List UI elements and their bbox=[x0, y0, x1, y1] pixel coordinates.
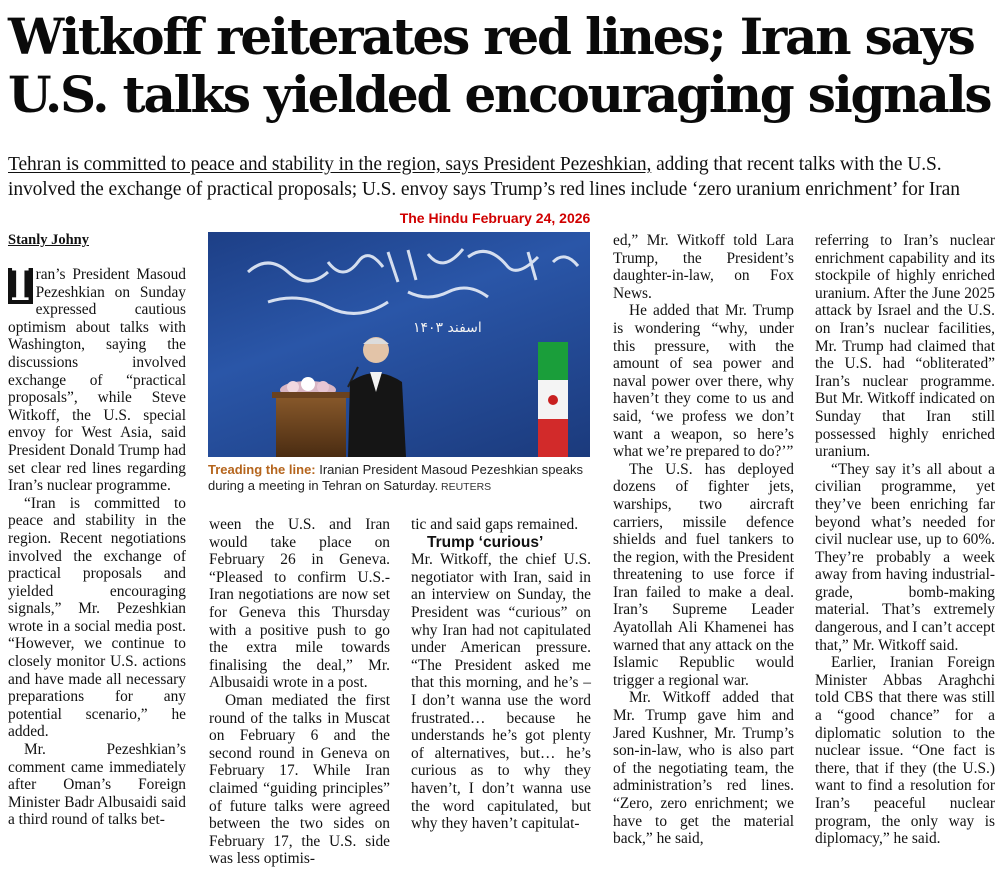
caption-label: Treading the line: bbox=[208, 462, 316, 477]
article-paragraph: “Iran is committed to peace and stability in the region. Recent negotiations involved the exchange of practical proposals and yielded encouraging signals,” Mr. Pezeshkian wrote in a social media post. “However, we continue to closely monitor U.S. actions and have made all necessary preparations for any potential scenario,” he added. bbox=[8, 494, 186, 741]
article-paragraph: referring to Iran’s nuclear enrichment capability and its stockpile of highly enriched uranium. After the June 2025 attack by Israel and the U.S. on Iran’s nuclear facilities, Mr. Trump had claimed that the U.S. had “obliterated” Iran’s nuclear programme. But Mr. Witkoff indicated on Sunday that Iran still possessed highly enriched uranium. bbox=[815, 232, 995, 461]
article-paragraph: tic and said gaps remained. bbox=[411, 516, 579, 533]
photo-caption bbox=[208, 462, 590, 495]
paper-date-label: The Hindu February 24, 2026 bbox=[399, 210, 591, 226]
article-paragraph: Oman mediated the first round of the talks in Muscat on February 6 and the second round in Geneva on February 17. While Iran claimed “guiding principles” of future talks were agreed between the two sides on February 17, the U.S. side was less optimis- bbox=[209, 691, 390, 868]
article-paragraph: “They say it’s all about a civilian programme, yet they’ve been enriching far beyond what’s needed for civil nuclear use, up to 60%. They’re probably a week away from having industrial-grade, bomb-making material. That’s extremely dangerous, and I can’t accept that,” Mr. Witkoff said. bbox=[815, 460, 995, 654]
podium bbox=[276, 394, 346, 457]
speaker-figure bbox=[348, 337, 406, 457]
article-column-5 bbox=[815, 232, 995, 848]
article-column-2 bbox=[209, 516, 390, 868]
article-column-4 bbox=[613, 232, 794, 848]
byline: Stanly Johny bbox=[8, 232, 89, 248]
section-subhead: Trump ‘curious’ bbox=[427, 533, 544, 551]
article-paragraph: The U.S. has deployed dozens of fighter jets, warships, two aircraft carriers, missile defence shields and fuel tankers to the region, with the President threatening to use force if Iran failed to make a deal. Iran’s Supreme Leader Ayatollah Ali Khamenei has warned that any attack on the Islamic Republic would trigger a regional war. bbox=[613, 460, 794, 689]
article-paragraph: Earlier, Iranian Foreign Minister Abbas Araghchi told CBS that there was still a “good chance” for a diplomatic solution to the nuclear issue. “One fact is there, that if they (the U.S.) want to find a resolution for Iran’s peaceful nuclear program, the only way is diplomacy,” he said. bbox=[815, 654, 995, 848]
article-column-1 bbox=[8, 260, 186, 829]
calligraphy-banner bbox=[248, 249, 578, 313]
article-paragraph: He added that Mr. Trump is wondering “why, under this pressure, with the amount of sea power and naval power over there, why haven’t they come to us and said, ‘we profess we don’t want a weapon, so here’s what we’re prepared to do?’” bbox=[613, 302, 794, 461]
article-paragraph: Mr. Witkoff added that Mr. Trump gave him and Jared Kushner, Mr. Trump’s son-in-law, who is also part of the negotiating team, the administration’s red lines. “Zero, zero enrichment; we have to get the material back,” he said, bbox=[613, 689, 794, 848]
article-column-3 bbox=[411, 516, 591, 833]
photo-credit: REUTERS bbox=[438, 481, 492, 493]
article-paragraph: ween the U.S. and Iran would take place on February 26 in Geneva. “Pleased to confirm U.S.-Iran negotiations are now set for Geneva this Thursday with a positive push to go the extra mile towards finalising the deal,” Mr. Albusaidi wrote in a post. bbox=[209, 516, 390, 692]
article-photo bbox=[208, 232, 590, 457]
article-paragraph: Mr. Witkoff, the chief U.S. negotiator with Iran, said in an interview on Sunday, the President was “curious” on why Iran had not capitulated under American pressure. “The President asked me that this morning, and he’s – I don’t wanna use the word frustrated… because he understands he’s got plenty of alternatives, but… he’s curious as to why they haven’t, I don’t wanna use the word capitulated, but why they haven’t capitulat- bbox=[411, 551, 591, 833]
deck-rest: adding that recent talks with the U.S. involved the exchange of practical proposals; U.S. envoy says Trump’s red lines include ‘zero uranium enrichment’ for Iran bbox=[8, 154, 960, 200]
article-paragraph: I ran’s President Masoud Pezeshkian on Sunday expressed cautious optimism about talks with Washington, saying the discussions involved exchange of “practical proposals”, while Steve Witkoff, the U.S. special envoy for West Asia, said President Donald Trump had set clear red lines regarding Iran’s nuclear programme. bbox=[8, 260, 186, 495]
article-paragraph: ed,” Mr. Witkoff told Lara Trump, the President’s daughter-in-law, on Fox News. bbox=[613, 232, 794, 302]
deck-subheadline bbox=[8, 152, 993, 202]
drop-cap: I bbox=[10, 260, 31, 311]
article-paragraph: Mr. Pezeshkian’s comment came immediately after Oman’s Foreign Minister Badr Albusaidi said a third round of talks bet- bbox=[8, 741, 186, 829]
banner-date-text: اسفند ۱۴۰۳ bbox=[413, 320, 482, 336]
photo-illustration bbox=[208, 232, 590, 457]
headline: Witkoff reiterates red lines; Iran says U.S. talks yielded encouraging signals bbox=[8, 7, 991, 124]
caption-text: Iranian President Masoud Pezeshkian speaks during a meeting in Tehran on Saturday. bbox=[208, 462, 584, 493]
deck-lead: Tehran is committed to peace and stability in the region, says President Pezeshkian, bbox=[8, 154, 652, 175]
